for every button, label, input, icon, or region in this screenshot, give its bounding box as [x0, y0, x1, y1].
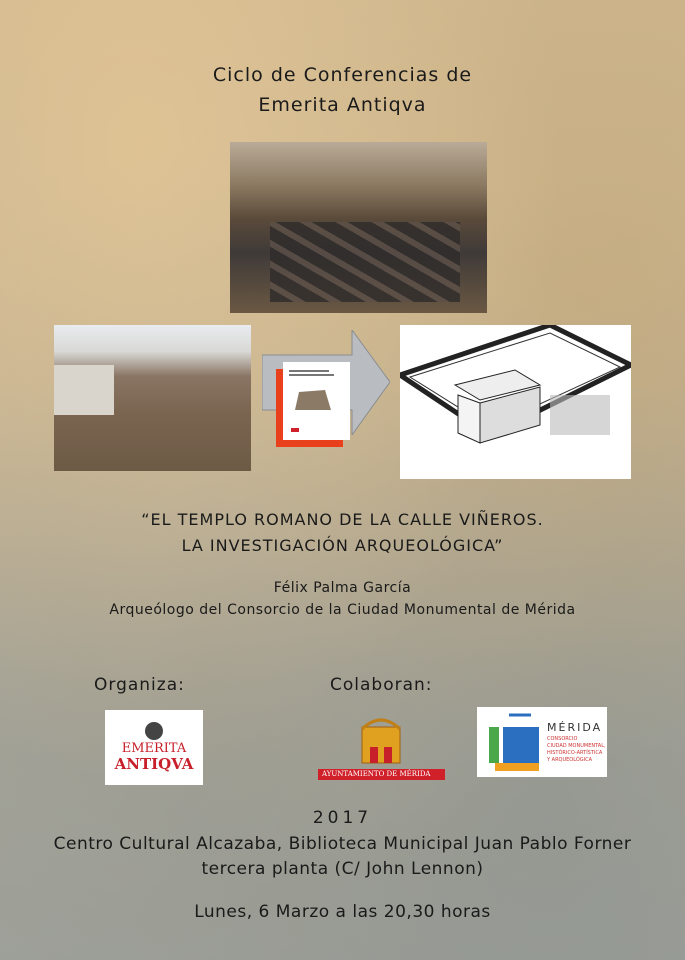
emerita-antiqva-logo: [105, 710, 203, 785]
lecture-title-line-1: “EL TEMPLO ROMANO DE LA CALLE VIÑEROS.: [141, 510, 544, 529]
book-cover-image: [283, 362, 350, 440]
logo-text-1: EMERITA: [121, 741, 187, 756]
lecture-title-line-2: LA INVESTIGACIÓN ARQUEOLÓGICA”: [181, 536, 504, 555]
consorcio-subtext: [547, 736, 606, 764]
consorcio-line-4: Y ARQUEOLÓGICA: [547, 757, 593, 763]
consorcio-line-1: CONSORCIO: [547, 736, 578, 742]
excavation-photo: [230, 142, 487, 313]
title-line-2: Emerita Antiqva: [258, 94, 427, 116]
consorcio-emblem-icon: [485, 713, 545, 773]
site-before-photo: [54, 325, 251, 471]
title-line-1: Ciclo de Conferencias de: [212, 64, 473, 86]
medallion-icon: [145, 722, 163, 740]
organiza-label: Organiza:: [94, 675, 185, 695]
speaker-role: Arqueólogo del Consorcio de la Ciudad Monumental de Mérida: [109, 602, 576, 618]
consorcio-line-3: HISTÓRICO-ARTÍSTICA: [547, 750, 603, 756]
ayuntamiento-text: AYUNTAMIENTO DE MÉRIDA: [318, 769, 445, 780]
colaboran-label: Colaboran:: [330, 675, 433, 695]
consorcio-name: MÉRIDA: [547, 721, 603, 734]
consorcio-line-2: CIUDAD MONUMENTAL,: [547, 743, 606, 749]
event-year: 2017: [312, 808, 373, 828]
logo-text-2: ANTIQVA: [114, 755, 194, 773]
event-floor: tercera planta (C/ John Lennon): [201, 859, 484, 879]
consorcio-merida-logo: [477, 707, 607, 777]
castle-icon: [318, 715, 445, 765]
speaker-name: Félix Palma García: [273, 580, 412, 596]
event-date: Lunes, 6 Marzo a las 20,30 horas: [194, 902, 491, 922]
ayuntamiento-merida-logo: [318, 715, 445, 778]
event-venue: Centro Cultural Alcazaba, Biblioteca Municipal Juan Pablo Forner: [53, 834, 632, 854]
temple-reconstruction-drawing: [400, 325, 631, 479]
